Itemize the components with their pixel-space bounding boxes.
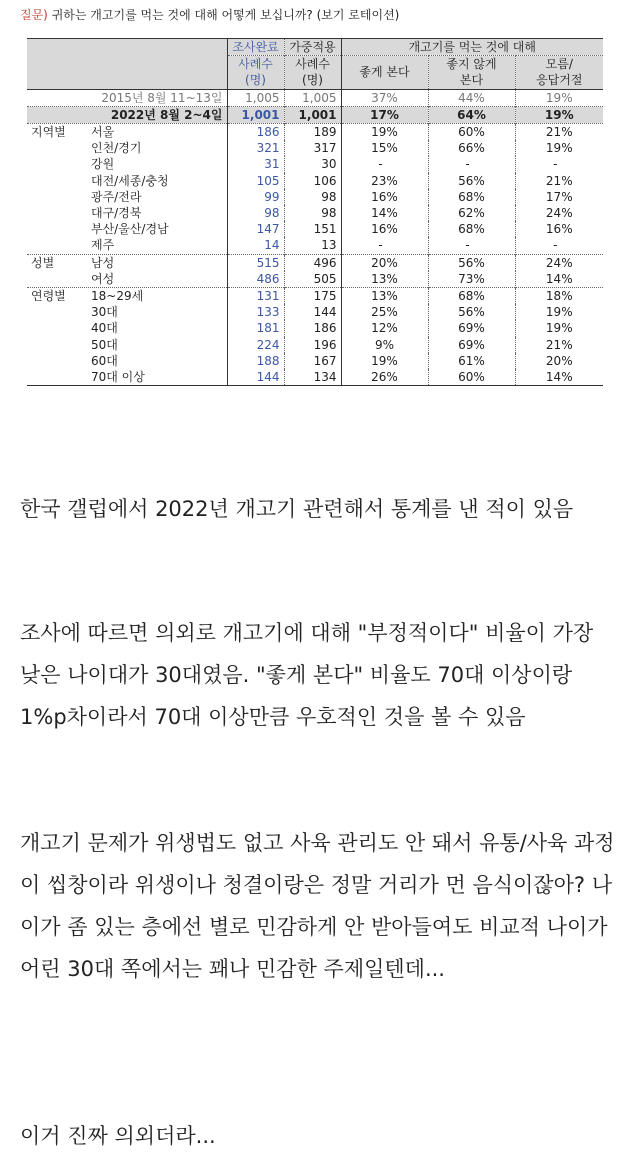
row-group: 지역별 — [31, 125, 66, 140]
cell-cases-weighted: 1,005 — [284, 89, 341, 106]
row-label-text: 제주 — [91, 238, 115, 253]
cell-good: 13% — [341, 288, 428, 305]
row-group: 성별 — [31, 255, 55, 270]
row-label-text: 70대 이상 — [91, 370, 145, 385]
cell-not-good: 68% — [428, 189, 515, 205]
cell-cases-completed: 131 — [227, 288, 284, 305]
cell-not-good: 60% — [428, 369, 515, 386]
row-label-text: 남성 — [91, 255, 115, 270]
cell-dont-know: 21% — [515, 173, 603, 189]
cell-dont-know: 21% — [515, 124, 603, 141]
row-label — [27, 304, 227, 320]
cell-cases-weighted: 317 — [284, 140, 341, 156]
row-label — [27, 124, 227, 141]
table-row — [27, 156, 603, 172]
cell-cases-weighted: 13 — [284, 237, 341, 254]
row-label — [27, 254, 227, 271]
cell-cases-weighted: 1,001 — [284, 106, 341, 123]
cell-dont-know: 19% — [515, 304, 603, 320]
cell-not-good: 56% — [428, 304, 515, 320]
table-row — [27, 320, 603, 336]
cell-cases-completed: 486 — [227, 271, 284, 288]
cell-cases-weighted: 98 — [284, 189, 341, 205]
cell-not-good: 64% — [428, 106, 515, 123]
cell-cases-weighted: 186 — [284, 320, 341, 336]
row-label-text: 인천/경기 — [91, 141, 142, 156]
row-label-text: 30대 — [91, 305, 118, 320]
header-cases-completed: 사례수 (명) — [227, 56, 284, 89]
cell-good: 20% — [341, 254, 428, 271]
cell-good: 13% — [341, 271, 428, 288]
cell-good: 26% — [341, 369, 428, 386]
cell-dont-know: 21% — [515, 337, 603, 353]
row-label-text: 서울 — [91, 125, 115, 140]
cell-cases-completed: 321 — [227, 140, 284, 156]
header-not-good: 좋지 않게 본다 — [428, 56, 515, 89]
question-text: 귀하는 개고기를 먹는 것에 대해 어떻게 보십니까? (보기 로테이션) — [51, 8, 400, 22]
header-completed: 조사완료 — [227, 39, 284, 56]
survey-table — [27, 38, 603, 386]
cell-good: 17% — [341, 106, 428, 123]
cell-cases-weighted: 196 — [284, 337, 341, 353]
row-label-text: 2022년 8월 2~4일 — [110, 107, 223, 122]
cell-good: 37% — [341, 89, 428, 106]
header-cases-weighted: 사례수 (명) — [284, 56, 341, 89]
table-row — [27, 89, 603, 106]
cell-cases-completed: 515 — [227, 254, 284, 271]
row-label-text: 2015년 8월 11~13일 — [101, 90, 223, 105]
cell-cases-weighted: 151 — [284, 221, 341, 237]
cell-not-good: 68% — [428, 221, 515, 237]
row-label — [27, 140, 227, 156]
cell-cases-weighted: 144 — [284, 304, 341, 320]
cell-not-good: 62% — [428, 205, 515, 221]
cell-not-good: 69% — [428, 337, 515, 353]
header-corner — [27, 39, 227, 90]
cell-not-good: 69% — [428, 320, 515, 336]
row-label-text: 강원 — [91, 157, 115, 172]
cell-cases-completed: 105 — [227, 173, 284, 189]
cell-dont-know: 19% — [515, 89, 603, 106]
paragraph-3: 개고기 문제가 위생법도 없고 사육 관리도 안 돼서 유통/사육 과정이 씹창이라 위생이나 청결이랑은 정말 거리가 먼 음식이잖아? 나이가 좀 있는 층에선 별로 민감하게 안 받아들여도 비교적 나이가 어린 30대 쪽에서는 꽤나 민감한 주제일텐데... — [20, 831, 615, 981]
row-label — [27, 89, 227, 106]
cell-cases-completed: 14 — [227, 237, 284, 254]
cell-cases-completed: 188 — [227, 353, 284, 369]
row-label — [27, 337, 227, 353]
cell-good: 16% — [341, 189, 428, 205]
row-label-text: 대구/경북 — [91, 206, 142, 221]
table-row — [27, 237, 603, 254]
cell-dont-know: 14% — [515, 369, 603, 386]
row-label — [27, 288, 227, 305]
cell-good: 16% — [341, 221, 428, 237]
cell-cases-weighted: 505 — [284, 271, 341, 288]
cell-dont-know: 19% — [515, 320, 603, 336]
cell-not-good: 56% — [428, 254, 515, 271]
row-label — [27, 156, 227, 172]
cell-not-good: - — [428, 156, 515, 172]
table-row — [27, 124, 603, 141]
cell-good: 19% — [341, 353, 428, 369]
cell-cases-completed: 147 — [227, 221, 284, 237]
row-label-text: 대전/세종/충청 — [91, 173, 169, 188]
table-row — [27, 271, 603, 288]
cell-good: 25% — [341, 304, 428, 320]
cell-good: 12% — [341, 320, 428, 336]
cell-cases-completed: 144 — [227, 369, 284, 386]
cell-dont-know: 16% — [515, 221, 603, 237]
paragraph-2: 조사에 따르면 의외로 개고기에 대해 "부정적이다" 비율이 가장 낮은 나이대가 30대였음. "좋게 본다" 비율도 70대 이상이랑 1%p차이라서 70대 이상만큼 우호적인 것을 볼 수 있음 — [20, 621, 594, 729]
cell-cases-completed: 31 — [227, 156, 284, 172]
row-label-text: 50대 — [91, 337, 118, 352]
table-row — [27, 353, 603, 369]
header-weighted: 가중적용 — [284, 39, 341, 56]
cell-cases-completed: 133 — [227, 304, 284, 320]
table-row — [27, 173, 603, 189]
row-label — [27, 205, 227, 221]
row-label — [27, 106, 227, 123]
header-good: 좋게 본다 — [341, 56, 428, 89]
paragraph-4: 이거 진짜 의외더라... — [20, 1124, 216, 1148]
cell-not-good: 56% — [428, 173, 515, 189]
cell-dont-know: 18% — [515, 288, 603, 305]
row-label — [27, 369, 227, 386]
cell-not-good: 73% — [428, 271, 515, 288]
cell-cases-weighted: 106 — [284, 173, 341, 189]
cell-cases-weighted: 98 — [284, 205, 341, 221]
table-row — [27, 304, 603, 320]
survey-question — [20, 6, 399, 23]
cell-good: - — [341, 237, 428, 254]
cell-good: - — [341, 156, 428, 172]
cell-not-good: 60% — [428, 124, 515, 141]
cell-cases-completed: 181 — [227, 320, 284, 336]
cell-dont-know: - — [515, 156, 603, 172]
cell-good: 23% — [341, 173, 428, 189]
cell-dont-know: 19% — [515, 140, 603, 156]
cell-cases-weighted: 134 — [284, 369, 341, 386]
cell-not-good: 66% — [428, 140, 515, 156]
table-row — [27, 205, 603, 221]
cell-good: 15% — [341, 140, 428, 156]
row-label — [27, 353, 227, 369]
row-label — [27, 320, 227, 336]
cell-not-good: 68% — [428, 288, 515, 305]
cell-cases-weighted: 189 — [284, 124, 341, 141]
row-group: 연령별 — [31, 289, 66, 304]
row-label-text: 광주/전라 — [91, 189, 142, 204]
cell-dont-know: 19% — [515, 106, 603, 123]
cell-not-good: - — [428, 237, 515, 254]
cell-good: 14% — [341, 205, 428, 221]
cell-cases-weighted: 496 — [284, 254, 341, 271]
row-label-text: 18~29세 — [91, 289, 144, 304]
cell-cases-weighted: 175 — [284, 288, 341, 305]
row-label — [27, 271, 227, 288]
cell-cases-completed: 98 — [227, 205, 284, 221]
row-label — [27, 221, 227, 237]
cell-good: 19% — [341, 124, 428, 141]
cell-dont-know: 20% — [515, 353, 603, 369]
cell-dont-know: 24% — [515, 254, 603, 271]
row-label-text: 60대 — [91, 353, 118, 368]
row-label-text: 여성 — [91, 271, 115, 286]
table-row — [27, 221, 603, 237]
cell-not-good: 61% — [428, 353, 515, 369]
cell-dont-know: - — [515, 237, 603, 254]
table-row — [27, 337, 603, 353]
table-row — [27, 106, 603, 123]
cell-good: 9% — [341, 337, 428, 353]
header-dont-know: 모름/ 응답거절 — [515, 56, 603, 89]
cell-cases-completed: 1,005 — [227, 89, 284, 106]
row-label — [27, 189, 227, 205]
cell-cases-weighted: 167 — [284, 353, 341, 369]
cell-dont-know: 24% — [515, 205, 603, 221]
cell-cases-completed: 224 — [227, 337, 284, 353]
table-row — [27, 140, 603, 156]
cell-dont-know: 14% — [515, 271, 603, 288]
row-label — [27, 237, 227, 254]
table-row — [27, 288, 603, 305]
cell-cases-completed: 99 — [227, 189, 284, 205]
table-row — [27, 369, 603, 386]
table-row — [27, 254, 603, 271]
cell-not-good: 44% — [428, 89, 515, 106]
cell-cases-completed: 186 — [227, 124, 284, 141]
cell-cases-weighted: 30 — [284, 156, 341, 172]
row-label-text: 40대 — [91, 321, 118, 336]
question-tag: 질문) — [20, 8, 48, 22]
table-row — [27, 189, 603, 205]
row-label-text: 부산/울산/경남 — [91, 222, 169, 237]
row-label — [27, 173, 227, 189]
paragraph-1: 한국 갤럽에서 2022년 개고기 관련해서 통계를 낸 적이 있음 — [20, 497, 574, 521]
header-topic: 개고기를 먹는 것에 대해 — [341, 39, 603, 56]
cell-cases-completed: 1,001 — [227, 106, 284, 123]
cell-dont-know: 17% — [515, 189, 603, 205]
